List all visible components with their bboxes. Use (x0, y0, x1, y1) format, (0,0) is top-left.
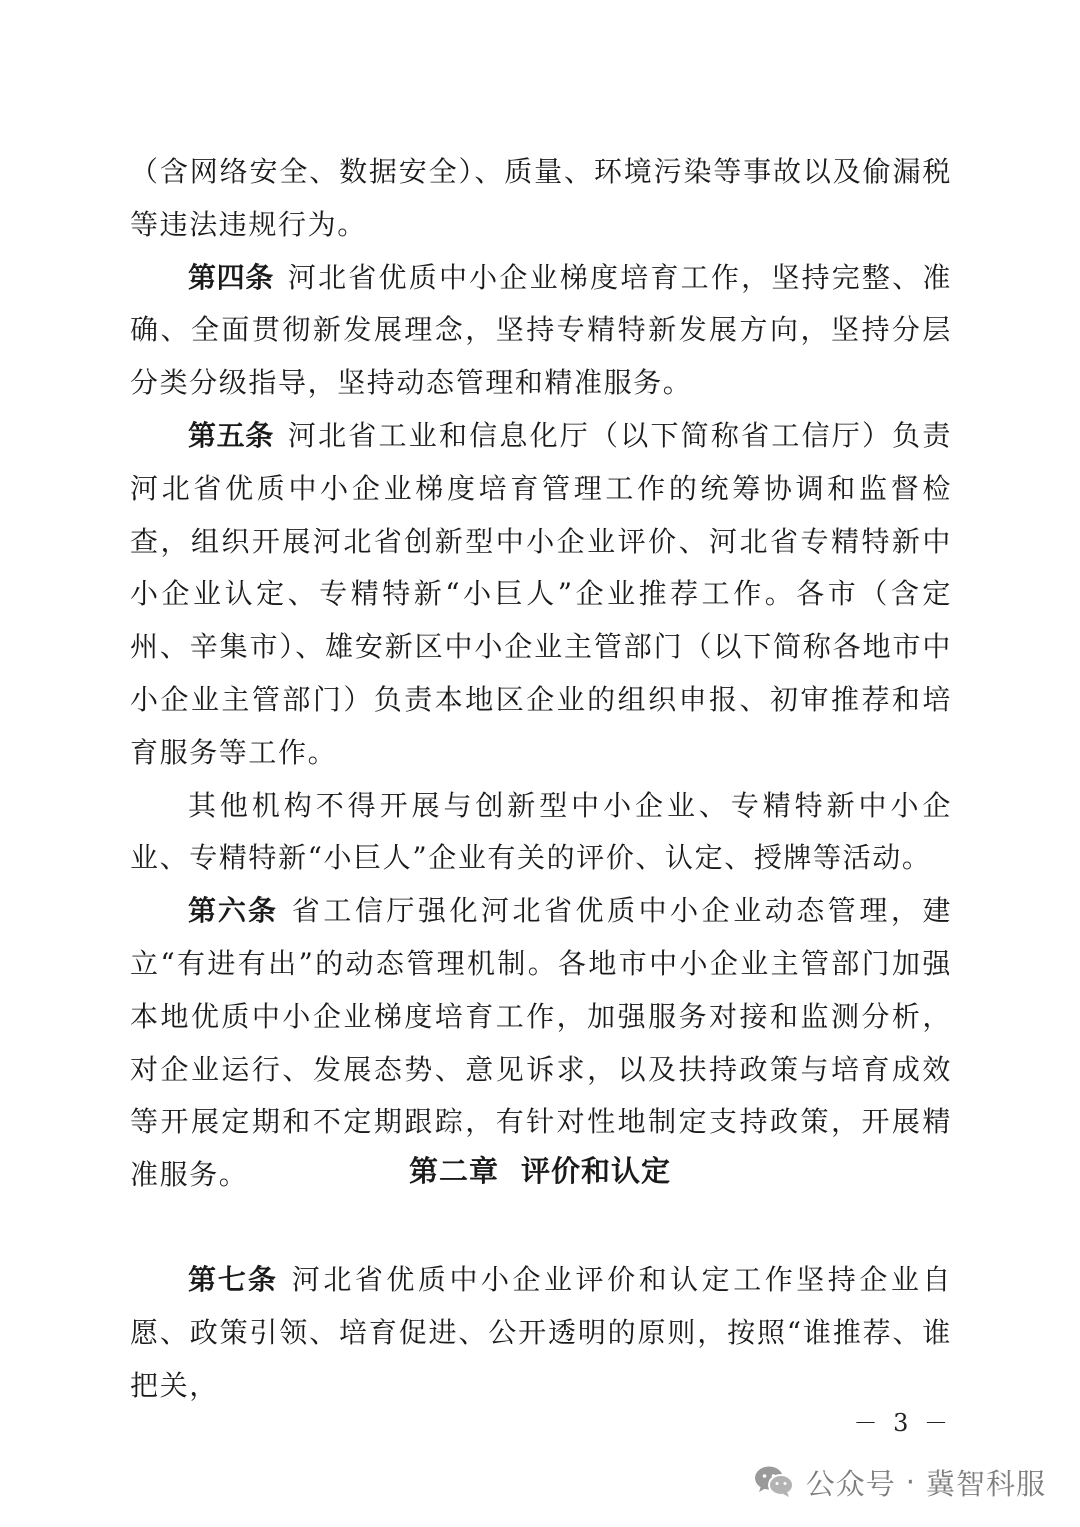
chapter-heading (0, 1148, 1080, 1194)
paragraph-text: 河北省优质中小企业评价和认定工作坚持企业自愿、政策引领、培育促进、公开透明的原则，按照“谁推荐、谁把关， (130, 1263, 952, 1402)
chapter-number: 第二章 (408, 1154, 499, 1188)
watermark-account-type: 公众号 (805, 1466, 896, 1501)
article-label: 第七条 (188, 1263, 278, 1296)
document-body (130, 146, 952, 1202)
article-5-supplement (130, 780, 952, 886)
article-label: 第四条 (188, 260, 274, 294)
chapter-title: 评价和认定 (521, 1154, 672, 1188)
paragraph-continuation (130, 146, 952, 252)
article-label: 第六条 (188, 894, 278, 928)
watermark (754, 1460, 1046, 1504)
article-7 (130, 1254, 952, 1412)
wechat-icon (754, 1465, 794, 1499)
paragraph-text: 其他机构不得开展与创新型中小企业、专精特新中小企业、专精特新“小巨人”企业有关的评价、认定、授牌等活动。 (130, 788, 952, 875)
watermark-account-name: 冀智科服 (925, 1466, 1046, 1501)
article-label: 第五条 (188, 418, 274, 452)
paragraph-text: 省工信厅强化河北省优质中小企业动态管理，建立“有进有出”的动态管理机制。各地市中小企业主管部门加强本地优质中小企业梯度培育工作，加强服务对接和监测分析，对企业运行、发展态势、意见诉求，以及扶持政策与培育成效等开展定期和不定期跟踪，有针对性地制定支持政策，开展精准服务。 (130, 894, 952, 1192)
article-4 (130, 252, 952, 410)
article-5 (130, 410, 952, 780)
paragraph-text: 河北省优质中小企业梯度培育工作，坚持完整、准确、全面贯彻新发展理念，坚持专精特新发展方向，坚持分层分类分级指导，坚持动态管理和精准服务。 (130, 260, 952, 400)
paragraph-text: 河北省工业和信息化厅（以下简称省工信厅）负责河北省优质中小企业梯度培育管理工作的统筹协调和监督检查，组织开展河北省创新型中小企业评价、河北省专精特新中小企业认定、专精特新“小巨人”企业推荐工作。各市（含定州、辛集市）、雄安新区中小企业主管部门（以下简称各地市中小企业主管部门）负责本地区企业的组织申报、初审推荐和培育服务等工作。 (130, 418, 952, 769)
paragraph-text: （含网络安全、数据安全）、质量、环境污染等事故以及偷漏税等违法违规行为。 (130, 155, 952, 241)
document-body-continued (130, 1254, 952, 1412)
page-number: － 3 － (853, 1409, 952, 1437)
watermark-separator: · (905, 1465, 916, 1499)
